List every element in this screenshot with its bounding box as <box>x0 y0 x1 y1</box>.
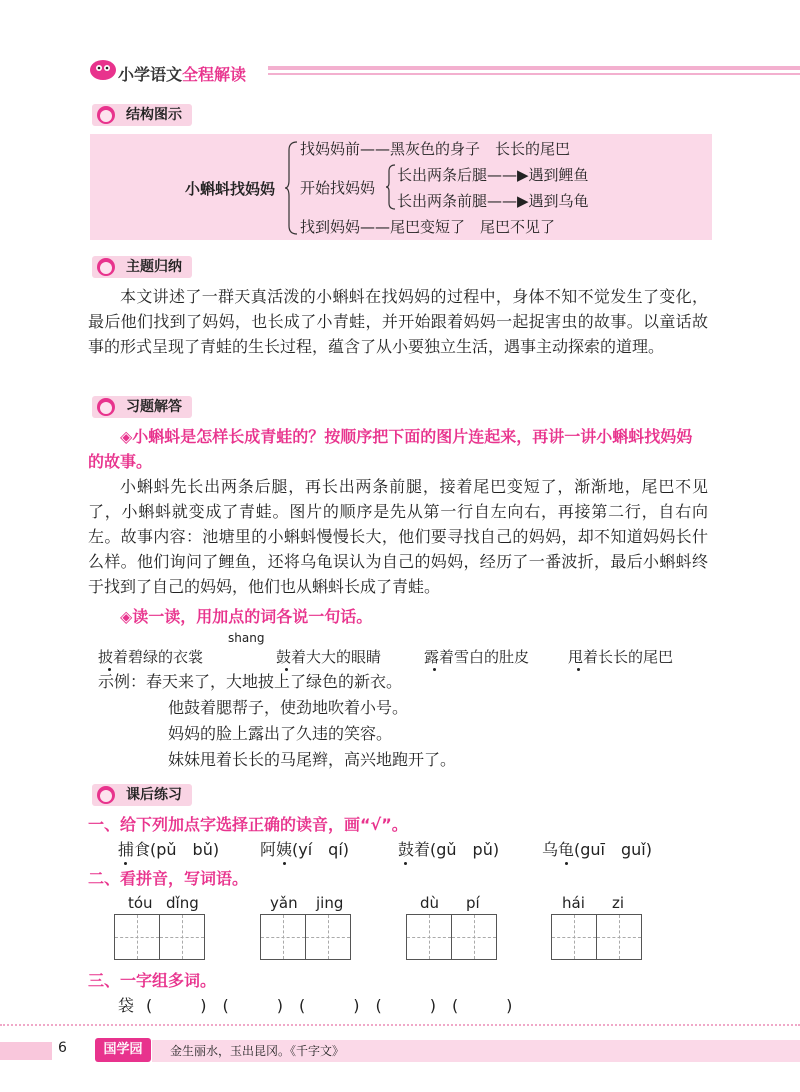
emphasis-dot <box>404 862 407 865</box>
girl-icon <box>94 256 118 278</box>
phrase-3: 露着雪白的肚皮 <box>424 648 530 666</box>
answer-1: 小蝌蚪先长出两条后腿，再长出两条前腿，接着尾巴变短了，渐渐地，尾巴不见了，小蝌蚪就变成了青蛙。图片的顺序是先从第一行自左向右，再接第二行，自右向左。故事内容：池塘里的小蝌蚪慢慢长大，他们要寻找自己的妈妈，却不知道妈妈长什么样。他们询问了鲤鱼，还将乌龟误认为自己的妈妈，经历了一番波折，最后小蝌蚪终于找到了自己的妈妈，他们也从蝌蚪长成了青蛙。 <box>88 477 708 596</box>
structure-row-forelegs: 长出两条前腿——▶遇到乌龟 <box>397 192 589 210</box>
footer-quote: 金生丽水，玉出昆冈。《千字文》 <box>170 1044 345 1058</box>
example-4: 妹妹甩着长长的马尾辫，高兴地跑开了。 <box>168 750 457 769</box>
question-1: ◈小蝌蚪是怎样长成青蛙的？按顺序把下面的图片连起来，再讲一讲小蝌蚪找妈妈的故事。 <box>88 427 693 471</box>
structure-row-searching: 开始找妈妈 <box>300 179 376 197</box>
section-tab-theme: 主题归纳 <box>92 256 192 278</box>
emphasis-dot <box>577 668 580 671</box>
pinyin: zi <box>612 894 625 912</box>
writing-grid-cell[interactable] <box>596 914 642 960</box>
pinyin: jing <box>316 894 344 912</box>
exercise-1-title: 一、给下列加点字选择正确的读音，画“√”。 <box>88 815 408 834</box>
exercise-1-item: 捕食(pǔ bǔ) <box>118 840 220 859</box>
section-tab-exercise: 习题解答 <box>92 396 192 418</box>
writing-grid-cell[interactable] <box>159 914 205 960</box>
example-3: 妈妈的脸上露出了久违的笑容。 <box>168 724 393 743</box>
writing-grid-cell[interactable] <box>305 914 351 960</box>
emphasis-dot <box>565 862 568 865</box>
structure-row-before: 找妈妈前——黑灰色的身子 长长的尾巴 <box>300 140 571 158</box>
girl-icon <box>94 396 118 418</box>
writing-grid-cell[interactable] <box>451 914 497 960</box>
footer-bar-left <box>0 1042 52 1060</box>
pinyin: tóu <box>128 894 153 912</box>
exercise-1-item: 鼓着(gǔ pǔ) <box>398 840 500 859</box>
phrase-1: 披着碧绿的衣裳 <box>98 648 204 666</box>
exercise-3-char: 袋 <box>118 996 135 1015</box>
footer-divider <box>0 1024 800 1026</box>
example-1: 示例：春天来了，大地披上了绿色的新衣。 <box>98 672 403 691</box>
pinyin-shang: shang <box>228 631 265 645</box>
exercise-1-item: 阿姨(yí qí) <box>260 840 350 859</box>
pinyin: dù <box>420 894 440 912</box>
section-tab-structure: 结构图示 <box>92 104 192 126</box>
question-2: ◈读一读，用加点的词各说一句话。 <box>120 607 373 626</box>
small-brace-icon <box>386 163 396 211</box>
emphasis-dot <box>124 862 127 865</box>
example-2: 他鼓着腮帮子，使劲地吹着小号。 <box>168 698 409 717</box>
emphasis-dot <box>283 862 286 865</box>
phrase-2: 鼓着大大的眼睛 <box>276 648 382 666</box>
theme-paragraph: 本文讲述了一群天真活泼的小蝌蚪在找妈妈的过程中，身体不知不觉发生了变化，最后他们找到了妈妈，也长成了小青蛙，并开始跟着妈妈一起捉害虫的故事。以童话故事的形式呈现了青蛙的生长过程，蕴含了从小要独立生活，遇事主动探索的道理。 <box>88 287 708 356</box>
page-number: 6 <box>58 1040 67 1056</box>
exercise-3-title: 三、一字组多词。 <box>88 971 217 990</box>
exercise-2-title: 二、看拼音，写词语。 <box>88 869 249 888</box>
structure-root: 小蝌蚪找妈妈 <box>185 180 276 198</box>
girl-icon <box>94 784 118 806</box>
section-tab-practice: 课后练习 <box>92 784 192 806</box>
pinyin: hái <box>562 894 585 912</box>
header-rule <box>268 66 800 70</box>
writing-grid-cell[interactable] <box>551 914 597 960</box>
emphasis-dot <box>433 668 436 671</box>
header-rule-thin <box>268 73 800 75</box>
exercise-1-item: 乌龟(guī guǐ) <box>542 840 652 859</box>
cartoon-logo-icon <box>88 56 118 82</box>
structure-row-hindlegs: 长出两条后腿——▶遇到鲤鱼 <box>397 166 589 184</box>
structure-row-found: 找到妈妈——尾巴变短了 尾巴不见了 <box>300 218 556 236</box>
brace-icon <box>285 140 299 236</box>
pinyin: yǎn <box>270 894 298 912</box>
exercise-3-blanks[interactable]: ( ) ( ) ( ) ( ) ( ) <box>146 996 513 1015</box>
pinyin: dǐng <box>166 894 199 912</box>
phrase-4: 甩着长长的尾巴 <box>568 648 674 666</box>
footer-tag: 国学园 <box>95 1038 151 1062</box>
writing-grid-cell[interactable] <box>114 914 160 960</box>
header-title: 小学语文全程解读 <box>118 65 247 84</box>
girl-icon <box>94 104 118 126</box>
pinyin: pí <box>466 894 480 912</box>
writing-grid-cell[interactable] <box>260 914 306 960</box>
writing-grid-cell[interactable] <box>406 914 452 960</box>
